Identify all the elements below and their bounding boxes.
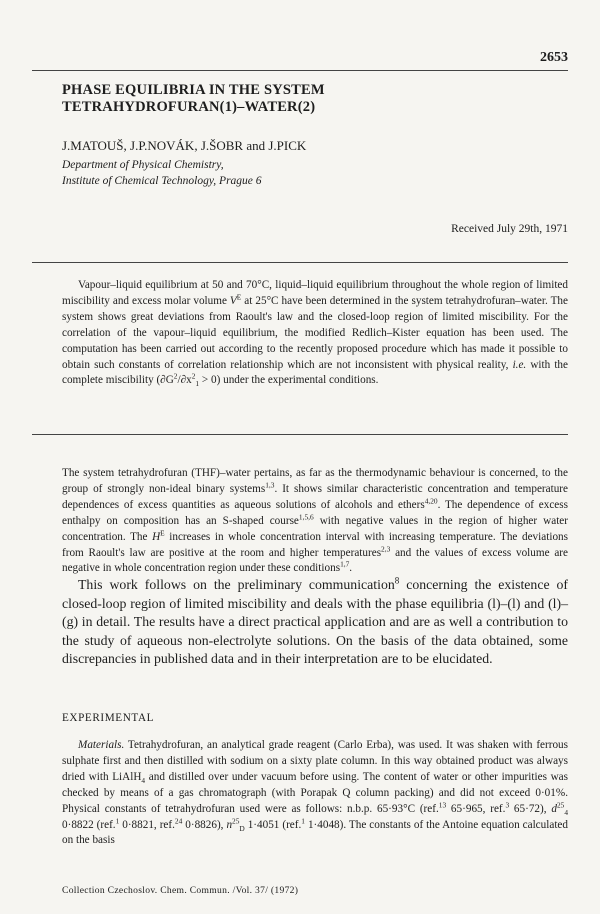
- abstract-text: Vapour–liquid equilibrium at 50 and 70°C, liquid–liquid equilibrium throughout the whole region of limited miscibility and excess molar volume $V^E$ at 25°C have been determined in the system tetrahydrofuran–water. The system shows great deviations from Raoult's law and the closed-loop region of limited miscibility. For the correlation of the vapour–liquid equilibrium, the modified Redlich–Kister equation has been used. The computation has been carried out according to the recently proposed procedure which has made it possible to obtain such constants of correlation relationship which are not inconsistent with physical reality, i.e. with the complete miscibility $(\partial G^2/\partial x^2_1 > 0)$ under the experimental conditions.: [62, 279, 568, 389]
- received-date: Received July 29th, 1971: [451, 223, 568, 235]
- abstract: [62, 278, 568, 389]
- main-paragraph: [62, 576, 568, 669]
- experimental-paragraph: [62, 738, 568, 849]
- abstract-bottom-rule: [32, 434, 568, 435]
- affiliation-line-1: Department of Physical Chemistry,: [62, 159, 224, 171]
- abstract-top-rule: [32, 262, 568, 263]
- affiliation-line-2: Institute of Chemical Technology, Prague 6: [62, 175, 262, 187]
- authors: J.MATOUŠ, J.P.NOVÁK, J.ŠOBR and J.PICK: [62, 138, 307, 153]
- title-line-2: TETRAHYDROFURAN(1)–WATER(2): [62, 99, 316, 115]
- intro-paragraph: [62, 466, 568, 577]
- main-text: This work follows on the preliminary communication$^8$ concerning the existence of closed-loop region of limited miscibility and deals with the phase equilibria (l)–(l) and (l)–(g) in detail. The results have a direct practical application and are as well a contribution to the study of aqueous non-electrolyte solutions. On the basis of the data obtained, some discrepancies in published data and in their interpretation are to be elucidated.: [62, 575, 569, 667]
- journal-footer: Collection Czechoslov. Chem. Commun. /Vol. 37/ (1972): [62, 885, 299, 896]
- section-heading-experimental: EXPERIMENTAL: [62, 712, 155, 724]
- page-number: 2653: [540, 50, 568, 65]
- materials-label: Materials.: [78, 739, 125, 751]
- affiliation: [62, 157, 262, 189]
- experimental-text: Materials. Tetrahydrofuran, an analytical grade reagent (Carlo Erba), was used. It was shaken with ferrous sulphate first and then distilled with sodium on a sixty plate column. In this way obtained product was always dried with LiAlH$_4$ and distilled over under vacuum before using. The content of water or other impurities was checked by means of a gas chromatograph (with Porapak Q column packing) and did not exceed 0·01%. Physical constants of tetrahydrofuran used were as follows: n.b.p. 65·93°C (ref.$^{13}$ 65·965, ref.$^3$ 65·72), $d^{25}_4$ 0·8822 (ref.$^1$ 0·8821, ref.$^{24}$ 0·8826), $n^{25}_D$ 1·4051 (ref.$^1$ 1·4048). The constants of the Antoine equation calculated on the basis: [62, 739, 568, 847]
- title-line-1: PHASE EQUILIBRIA IN THE SYSTEM: [62, 82, 325, 98]
- article-title: [62, 82, 325, 116]
- header-rule: [32, 70, 568, 71]
- intro-text: The system tetrahydrofuran (THF)–water pertains, as far as the thermodynamic behaviour is concerned, to the group of strongly non-ideal binary systems$^{1,3}$. It shows similar characteristic concentration and temperature dependences of excess quantities as aqueous solutions of alcohols and ethers$^{4,20}$. The dependence of excess enthalpy on composition has an S-shaped course$^{1,5,6}$ with negative values in the region of higher water concentration. The $H^E$ increases in whole concentration interval with increasing temperature. The deviations from Raoult's law are positive at the room and higher temperatures$^{2,3}$ and the values of excess volume are negative in whole concentration region under these conditions$^{1,7}$.: [62, 467, 568, 575]
